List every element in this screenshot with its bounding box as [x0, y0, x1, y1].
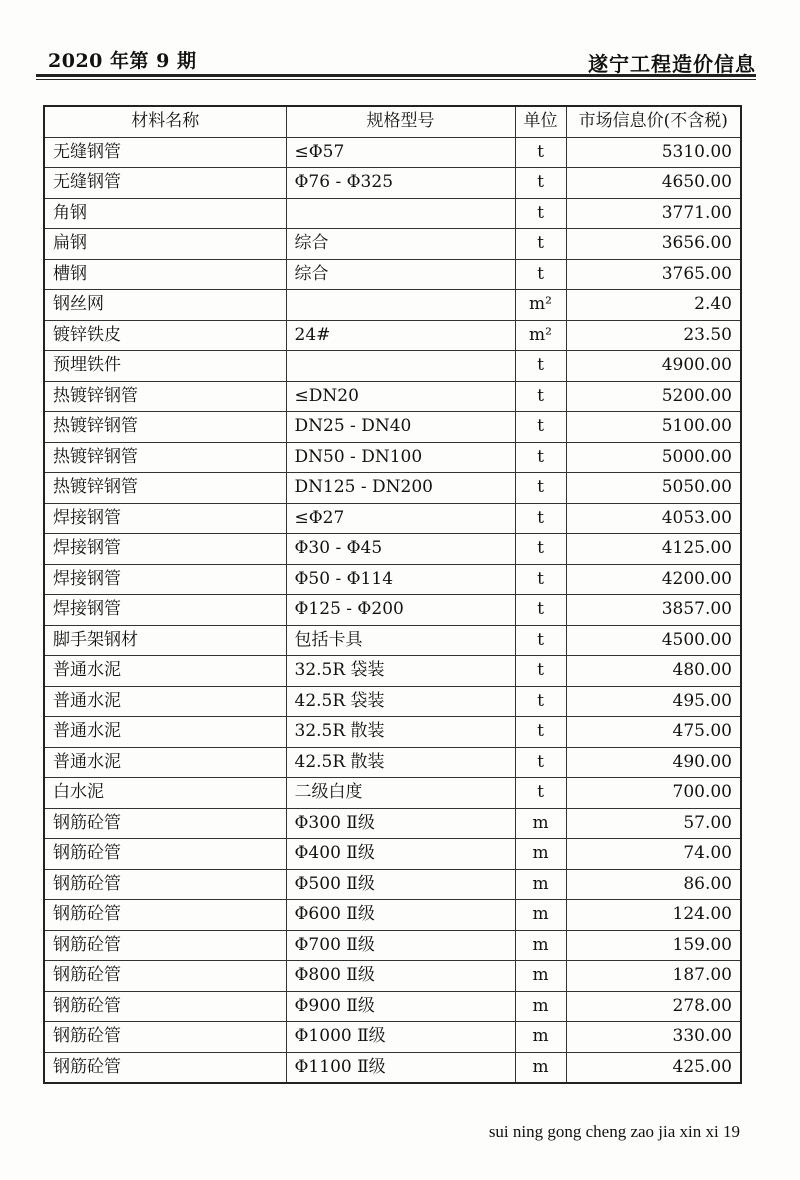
table-row	[44, 168, 741, 199]
table-row	[44, 473, 741, 504]
material-name-cell: 焊接钢管	[44, 503, 286, 534]
price-cell: 4900.00	[566, 351, 741, 382]
price-cell: 490.00	[566, 747, 741, 778]
spec-cell: Φ1100 Ⅱ级	[286, 1052, 515, 1083]
unit-cell: m	[515, 961, 566, 992]
table-row	[44, 778, 741, 809]
price-cell: 57.00	[566, 808, 741, 839]
material-name-cell: 钢筋砼管	[44, 930, 286, 961]
price-cell: 3771.00	[566, 198, 741, 229]
table-row	[44, 656, 741, 687]
material-name-cell: 脚手架钢材	[44, 625, 286, 656]
spec-cell	[286, 290, 515, 321]
table-row	[44, 229, 741, 260]
material-name-cell: 普通水泥	[44, 686, 286, 717]
material-name-cell: 普通水泥	[44, 717, 286, 748]
price-cell: 330.00	[566, 1022, 741, 1053]
table-header-row	[44, 106, 741, 137]
unit-cell: t	[515, 137, 566, 168]
spec-cell: Φ76 - Φ325	[286, 168, 515, 199]
header-material-name: 材料名称	[44, 106, 286, 137]
table-row	[44, 137, 741, 168]
spec-cell: ≤Φ27	[286, 503, 515, 534]
header-spec: 规格型号	[286, 106, 515, 137]
spec-cell: Φ1000 Ⅱ级	[286, 1022, 515, 1053]
table-row	[44, 381, 741, 412]
table-row	[44, 808, 741, 839]
price-cell: 74.00	[566, 839, 741, 870]
unit-cell: t	[515, 381, 566, 412]
spec-cell: Φ125 - Φ200	[286, 595, 515, 626]
material-name-cell: 预埋铁件	[44, 351, 286, 382]
table-body	[44, 137, 741, 1083]
spec-cell: Φ300 Ⅱ级	[286, 808, 515, 839]
spec-cell: 32.5R 散装	[286, 717, 515, 748]
unit-cell: t	[515, 473, 566, 504]
material-name-cell: 热镀锌钢管	[44, 381, 286, 412]
price-cell: 86.00	[566, 869, 741, 900]
material-name-cell: 焊接钢管	[44, 534, 286, 565]
unit-cell: t	[515, 686, 566, 717]
material-name-cell: 钢筋砼管	[44, 869, 286, 900]
price-cell: 3656.00	[566, 229, 741, 260]
spec-cell: 综合	[286, 259, 515, 290]
unit-cell: m	[515, 839, 566, 870]
spec-cell: Φ30 - Φ45	[286, 534, 515, 565]
unit-cell: m	[515, 1052, 566, 1083]
material-name-cell: 白水泥	[44, 778, 286, 809]
table-row	[44, 351, 741, 382]
table-row	[44, 534, 741, 565]
price-table	[43, 105, 742, 1084]
table-row	[44, 442, 741, 473]
spec-cell: Φ900 Ⅱ级	[286, 991, 515, 1022]
price-cell: 3765.00	[566, 259, 741, 290]
issue-label: 2020 年第 9 期	[48, 50, 197, 72]
material-name-cell: 无缝钢管	[44, 137, 286, 168]
material-name-cell: 普通水泥	[44, 747, 286, 778]
price-cell: 4200.00	[566, 564, 741, 595]
table-row	[44, 564, 741, 595]
spec-cell: Φ50 - Φ114	[286, 564, 515, 595]
material-name-cell: 镀锌铁皮	[44, 320, 286, 351]
unit-cell: t	[515, 259, 566, 290]
table-row	[44, 1022, 741, 1053]
price-cell: 700.00	[566, 778, 741, 809]
journal-title: 遂宁工程造价信息	[588, 52, 756, 76]
price-cell: 124.00	[566, 900, 741, 931]
unit-cell: t	[515, 198, 566, 229]
spec-cell	[286, 351, 515, 382]
spec-cell: 二级白度	[286, 778, 515, 809]
table-row	[44, 991, 741, 1022]
table-row	[44, 717, 741, 748]
table-row	[44, 290, 741, 321]
header-price: 市场信息价(不含税)	[566, 106, 741, 137]
page-footer: sui ning gong cheng zao jia xin xi 19	[488, 1122, 740, 1141]
price-cell: 5310.00	[566, 137, 741, 168]
unit-cell: t	[515, 778, 566, 809]
price-cell: 5000.00	[566, 442, 741, 473]
material-name-cell: 槽钢	[44, 259, 286, 290]
unit-cell: t	[515, 717, 566, 748]
table-row	[44, 412, 741, 443]
unit-cell: m²	[515, 290, 566, 321]
price-cell: 159.00	[566, 930, 741, 961]
material-name-cell: 扁钢	[44, 229, 286, 260]
table-row	[44, 198, 741, 229]
table-row	[44, 595, 741, 626]
table-row	[44, 625, 741, 656]
material-name-cell: 钢筋砼管	[44, 991, 286, 1022]
header-unit: 单位	[515, 106, 566, 137]
spec-cell: Φ600 Ⅱ级	[286, 900, 515, 931]
unit-cell: t	[515, 534, 566, 565]
unit-cell: m	[515, 991, 566, 1022]
price-cell: 2.40	[566, 290, 741, 321]
table-row	[44, 930, 741, 961]
price-cell: 3857.00	[566, 595, 741, 626]
price-cell: 495.00	[566, 686, 741, 717]
material-name-cell: 焊接钢管	[44, 564, 286, 595]
table-row	[44, 503, 741, 534]
spec-cell: Φ500 Ⅱ级	[286, 869, 515, 900]
price-cell: 187.00	[566, 961, 741, 992]
unit-cell: t	[515, 168, 566, 199]
price-cell: 5100.00	[566, 412, 741, 443]
table-row	[44, 961, 741, 992]
unit-cell: t	[515, 503, 566, 534]
unit-cell: m	[515, 808, 566, 839]
spec-cell: 包括卡具	[286, 625, 515, 656]
spec-cell: ≤Φ57	[286, 137, 515, 168]
spec-cell: 32.5R 袋装	[286, 656, 515, 687]
material-name-cell: 钢筋砼管	[44, 839, 286, 870]
material-name-cell: 热镀锌钢管	[44, 412, 286, 443]
spec-cell: 综合	[286, 229, 515, 260]
price-cell: 4053.00	[566, 503, 741, 534]
price-cell: 475.00	[566, 717, 741, 748]
spec-cell: Φ400 Ⅱ级	[286, 839, 515, 870]
unit-cell: m	[515, 869, 566, 900]
spec-cell: DN125 - DN200	[286, 473, 515, 504]
page-header	[36, 40, 756, 80]
material-name-cell: 焊接钢管	[44, 595, 286, 626]
material-name-cell: 普通水泥	[44, 656, 286, 687]
material-name-cell: 钢筋砼管	[44, 900, 286, 931]
price-cell: 5200.00	[566, 381, 741, 412]
unit-cell: t	[515, 351, 566, 382]
unit-cell: m	[515, 1022, 566, 1053]
spec-cell: Φ800 Ⅱ级	[286, 961, 515, 992]
material-name-cell: 钢筋砼管	[44, 961, 286, 992]
price-cell: 425.00	[566, 1052, 741, 1083]
table-row	[44, 869, 741, 900]
material-name-cell: 钢筋砼管	[44, 1052, 286, 1083]
unit-cell: t	[515, 625, 566, 656]
table-row	[44, 839, 741, 870]
material-name-cell: 钢筋砼管	[44, 1022, 286, 1053]
price-cell: 23.50	[566, 320, 741, 351]
material-name-cell: 无缝钢管	[44, 168, 286, 199]
price-cell: 4500.00	[566, 625, 741, 656]
price-cell: 278.00	[566, 991, 741, 1022]
price-cell: 4650.00	[566, 168, 741, 199]
table-row	[44, 320, 741, 351]
unit-cell: t	[515, 656, 566, 687]
spec-cell: DN25 - DN40	[286, 412, 515, 443]
price-cell: 4125.00	[566, 534, 741, 565]
material-name-cell: 热镀锌钢管	[44, 442, 286, 473]
header-rule	[36, 74, 756, 80]
table-row	[44, 686, 741, 717]
unit-cell: t	[515, 442, 566, 473]
table-row	[44, 1052, 741, 1083]
price-cell: 5050.00	[566, 473, 741, 504]
spec-cell: 24#	[286, 320, 515, 351]
spec-cell: ≤DN20	[286, 381, 515, 412]
spec-cell: 42.5R 袋装	[286, 686, 515, 717]
spec-cell	[286, 198, 515, 229]
material-name-cell: 钢丝网	[44, 290, 286, 321]
unit-cell: t	[515, 229, 566, 260]
unit-cell: t	[515, 595, 566, 626]
unit-cell: t	[515, 564, 566, 595]
spec-cell: Φ700 Ⅱ级	[286, 930, 515, 961]
unit-cell: m	[515, 900, 566, 931]
price-cell: 480.00	[566, 656, 741, 687]
unit-cell: m²	[515, 320, 566, 351]
table-row	[44, 259, 741, 290]
table-row	[44, 747, 741, 778]
spec-cell: 42.5R 散装	[286, 747, 515, 778]
table-row	[44, 900, 741, 931]
unit-cell: t	[515, 747, 566, 778]
unit-cell: m	[515, 930, 566, 961]
unit-cell: t	[515, 412, 566, 443]
spec-cell: DN50 - DN100	[286, 442, 515, 473]
material-name-cell: 钢筋砼管	[44, 808, 286, 839]
material-name-cell: 角钢	[44, 198, 286, 229]
material-name-cell: 热镀锌钢管	[44, 473, 286, 504]
